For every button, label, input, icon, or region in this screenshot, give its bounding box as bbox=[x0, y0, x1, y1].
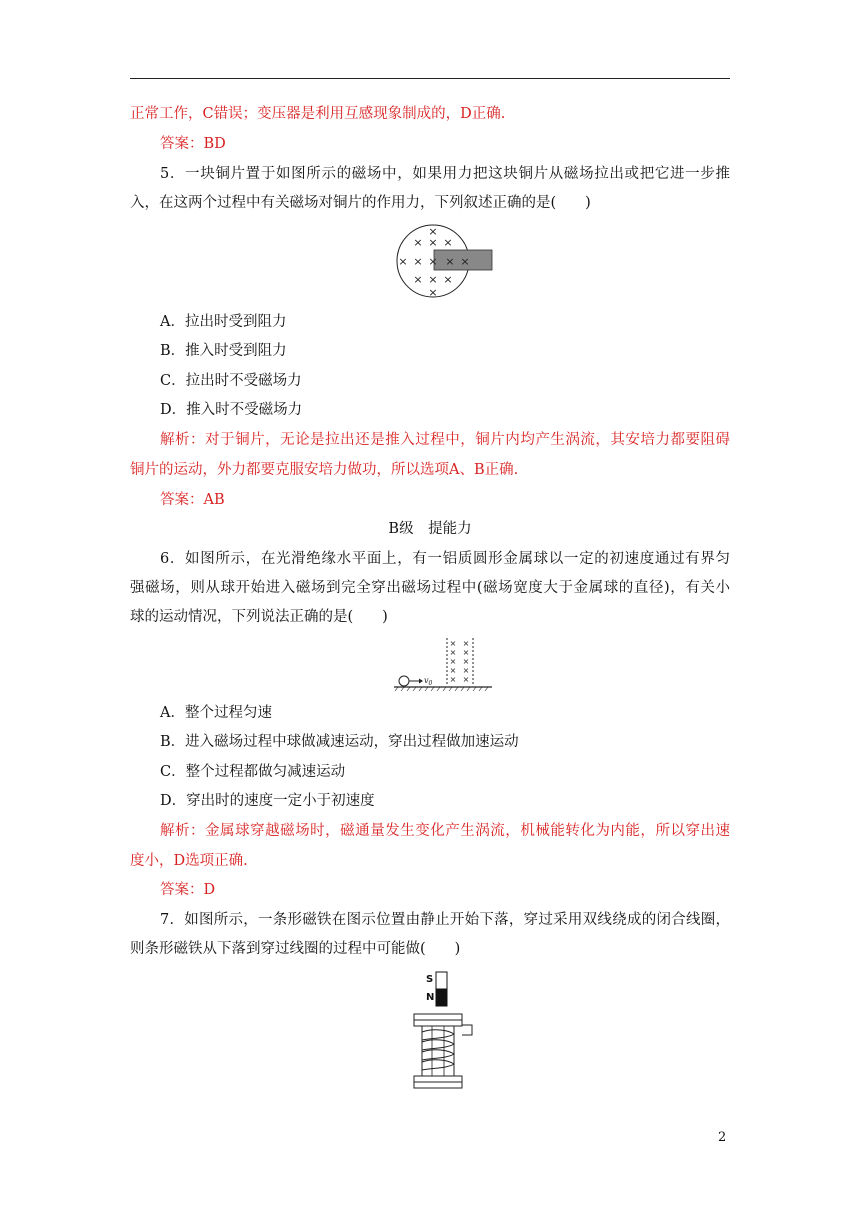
x-mark: × bbox=[449, 666, 457, 675]
prev-analysis-end: 正常工作，C错误；变压器是利用互感现象制成的，D正确. bbox=[130, 106, 506, 122]
q6-analysis-line2: 度小，D选项正确. bbox=[130, 853, 248, 869]
q5-analysis-line1: 解析：对于铜片，无论是拉出还是推入过程中，铜片内均产生涡流，其安培力都要阻碍 bbox=[160, 432, 730, 448]
x-mark: × bbox=[462, 675, 470, 684]
x-mark: × bbox=[462, 657, 470, 666]
x-mark: × bbox=[398, 255, 408, 268]
x-mark: × bbox=[462, 666, 470, 675]
x-mark: × bbox=[428, 225, 438, 238]
q6-stem-line1: 6．如图所示，在光滑绝缘水平面上，有一铝质圆形金属球以一定的初速度通过有界匀 bbox=[160, 551, 730, 567]
x-mark: × bbox=[449, 657, 457, 666]
bobbin-bottom-flange bbox=[414, 1076, 462, 1082]
x-mark: × bbox=[449, 639, 457, 648]
x-mark: × bbox=[449, 648, 457, 657]
q6-option-d: D．穿出时的速度一定小于初速度 bbox=[160, 793, 375, 809]
q6-option-c: C．整个过程都做匀减速运动 bbox=[160, 764, 346, 780]
q5-answer: 答案：AB bbox=[160, 492, 225, 508]
x-mark: × bbox=[413, 236, 423, 249]
x-mark: × bbox=[428, 255, 438, 268]
q4-answer: 答案：BD bbox=[160, 136, 226, 152]
q6-stem-line3: 球的运动情况，下列说法正确的是( ) bbox=[130, 609, 388, 625]
q7-magnet-coil-figure bbox=[408, 970, 480, 1096]
magnet-south-half bbox=[436, 972, 447, 989]
q6-option-a: A．整个过程匀速 bbox=[160, 705, 272, 721]
velocity-label: $v_0$ bbox=[424, 676, 433, 687]
x-mark: × bbox=[443, 236, 453, 249]
q5-option-a: A．拉出时受到阻力 bbox=[160, 314, 287, 330]
velocity-arrowhead bbox=[419, 679, 423, 684]
header-rule bbox=[130, 78, 730, 79]
bobbin-top-flange bbox=[414, 1014, 462, 1020]
x-mark: × bbox=[445, 255, 455, 268]
x-mark: × bbox=[443, 273, 453, 286]
x-mark: × bbox=[428, 273, 438, 286]
q5-stem-line1: 5．一块铜片置于如图所示的磁场中，如果用力把这块铜片从磁场拉出或把它进一步推 bbox=[160, 166, 730, 182]
x-mark: × bbox=[428, 236, 438, 249]
q6-bounded-field-figure bbox=[392, 634, 496, 694]
q6-option-b: B．进入磁场过程中球做减速运动，穿出过程做加速运动 bbox=[160, 734, 519, 750]
q6-analysis-line1: 解析：金属球穿越磁场时，磁通量发生变化产生涡流，机械能转化为内能，所以穿出速 bbox=[160, 823, 730, 839]
x-mark: × bbox=[460, 255, 470, 268]
x-mark: × bbox=[462, 639, 470, 648]
q7-stem-line1: 7．如图所示，一条形磁铁在图示位置由静止开始下落，穿过采用双线绕成的闭合线圈， bbox=[160, 912, 730, 928]
metal-ball bbox=[399, 676, 409, 686]
q7-stem-line2: 则条形磁铁从下落到穿过线圈的过程中可能做( ) bbox=[130, 941, 461, 957]
x-mark: × bbox=[413, 255, 423, 268]
q5-stem-line2: 入，在这两个过程中有关磁场对铜片的作用力，下列叙述正确的是( ) bbox=[130, 195, 591, 211]
bobbin-top-flange-inner bbox=[414, 1020, 462, 1026]
south-pole-label: S bbox=[426, 974, 434, 985]
x-mark: × bbox=[462, 648, 470, 657]
north-pole-label: N bbox=[426, 992, 435, 1003]
q6-stem-line2: 强磁场，则从球开始进入磁场到完全穿出磁场过程中(磁场宽度大于金属球的直径)，有关小 bbox=[130, 580, 730, 596]
magnet-north-half bbox=[436, 989, 447, 1006]
bobbin-bottom-flange-inner bbox=[414, 1082, 462, 1088]
q5-analysis-line2: 铜片的运动，外力都要克服安培力做功，所以选项A、B正确. bbox=[130, 462, 519, 478]
section-title: B级 提能力 bbox=[388, 521, 472, 537]
x-mark: × bbox=[449, 675, 457, 684]
q5-magnetic-field-figure bbox=[394, 222, 498, 302]
q5-option-b: B．推入时受到阻力 bbox=[160, 343, 287, 359]
coil-lead-closed bbox=[462, 1025, 472, 1035]
page-number: 2 bbox=[718, 1130, 727, 1145]
q5-option-d: D．推入时不受磁场力 bbox=[160, 402, 303, 418]
x-mark: × bbox=[413, 273, 423, 286]
x-mark: × bbox=[428, 286, 438, 299]
q6-answer: 答案：D bbox=[160, 882, 216, 898]
q5-option-c: C．拉出时不受磁场力 bbox=[160, 373, 302, 389]
